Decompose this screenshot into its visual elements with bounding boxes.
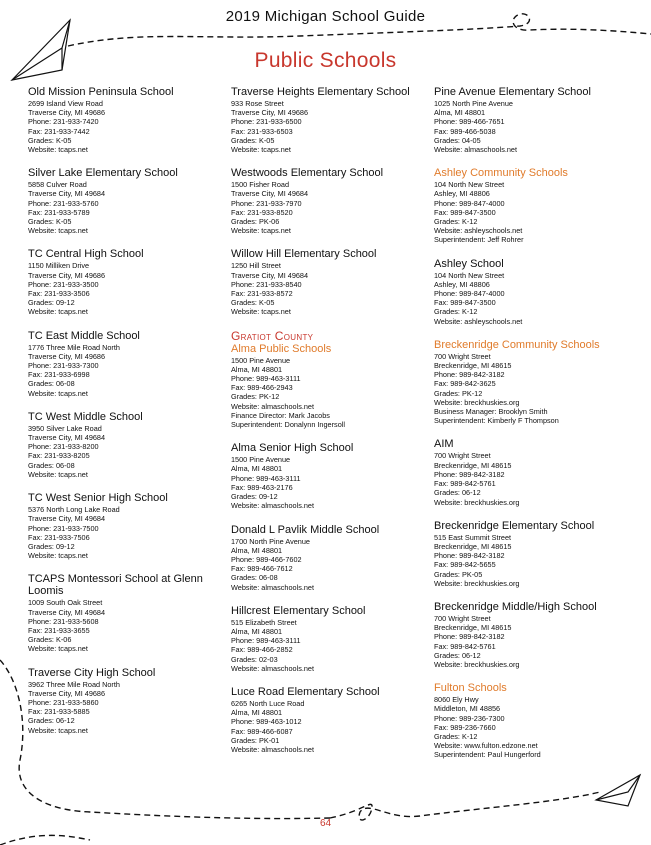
website-line: Website: tcaps.net [28, 226, 88, 236]
detail-line: Phone: 231-933-5860 [28, 697, 99, 707]
detail-line: 5376 North Long Lake Road [28, 505, 120, 515]
detail-line: Fax: 989-466-6087 [231, 726, 293, 736]
detail-line: Grades: K-05 [28, 217, 72, 227]
detail-line: Traverse City, MI 49684 [28, 514, 106, 524]
detail-line: 5858 Culver Road [28, 180, 87, 190]
detail-line: Fax: 231-933-5789 [28, 207, 90, 217]
detail-line: 3950 Silver Lake Road [28, 423, 102, 433]
detail-line: Grades: K-05 [231, 298, 275, 308]
district-name: Ashley Community Schools [434, 167, 568, 180]
detail-line: Fax: 989-463-2176 [231, 482, 293, 492]
detail-line: Grades: 06-08 [28, 460, 75, 470]
website-line: Website: ashleyschools.net [434, 226, 523, 236]
detail-line: Ashley, MI 48806 [434, 189, 490, 199]
school-entry [434, 520, 644, 588]
school-name: TC West Senior High School [28, 492, 168, 505]
detail-line: 104 North New Street [434, 180, 505, 190]
website-line: Website: tcaps.net [28, 388, 88, 398]
detail-line: 515 Elizabeth Street [231, 617, 297, 627]
detail-line: Traverse City, MI 49684 [231, 270, 309, 280]
detail-line: Superintendent: Paul Hungerford [434, 750, 541, 760]
detail-line: Ashley, MI 48806 [434, 279, 490, 289]
detail-line: Grades: 06-08 [231, 573, 278, 583]
detail-line: Middleton, MI 48856 [434, 704, 501, 714]
detail-line: Grades: 09-12 [231, 492, 278, 502]
detail-line: Alma, MI 48801 [231, 626, 283, 636]
detail-line: Phone: 989-463-1012 [231, 717, 302, 727]
detail-line: Traverse City, MI 49686 [28, 108, 106, 118]
school-entry [434, 682, 644, 759]
column-right [434, 86, 644, 773]
school-name: Breckenridge Elementary School [434, 519, 595, 532]
detail-line: Grades: K-12 [434, 217, 478, 227]
detail-line: Traverse City, MI 49684 [28, 189, 106, 199]
detail-line: Business Manager: Brooklyn Smith [434, 407, 548, 417]
school-name: TC East Middle School [28, 329, 140, 342]
detail-line: Phone: 231-933-8200 [28, 442, 99, 452]
school-name: Breckenridge Middle/High School [434, 600, 597, 613]
detail-line: 1500 Fisher Road [231, 180, 290, 190]
detail-line: Grades: K-05 [28, 135, 72, 145]
school-name: Silver Lake Elementary School [28, 167, 178, 180]
detail-line: Phone: 989-842-3182 [434, 469, 505, 479]
school-entry [28, 411, 228, 479]
detail-line: 1500 Pine Avenue [231, 355, 291, 365]
detail-line: Superintendent: Kimberly F Thompson [434, 416, 559, 426]
detail-line: Fax: 989-466-7612 [231, 564, 293, 574]
detail-line: Phone: 231-933-7300 [28, 361, 99, 371]
school-name: Luce Road Elementary School [231, 685, 380, 698]
detail-line: Fax: 989-466-2943 [231, 383, 293, 393]
detail-line: 8060 Ely Hwy [434, 695, 479, 705]
detail-line: Fax: 989-847-3500 [434, 207, 496, 217]
detail-line: 700 Wright Street [434, 451, 491, 461]
detail-line: Phone: 989-842-3182 [434, 632, 505, 642]
school-entry [231, 86, 431, 154]
school-name: TCAPS Montessori School at Glenn Loomis [28, 573, 203, 598]
detail-line: Fax: 231-933-5885 [28, 707, 90, 717]
school-entry [231, 524, 431, 592]
school-entry [28, 86, 228, 154]
website-line: Website: tcaps.net [28, 307, 88, 317]
detail-line: Phone: 231-933-7500 [28, 523, 99, 533]
district-name: Breckenridge Community Schools [434, 338, 600, 351]
school-entry [434, 438, 644, 506]
detail-line: Grades: K-12 [434, 307, 478, 317]
detail-line: Breckenridge, MI 48615 [434, 361, 512, 371]
website-line: Website: almaschools.net [231, 663, 315, 673]
detail-line: Phone: 231-933-7420 [28, 117, 99, 127]
detail-line: Grades: PK-01 [231, 735, 280, 745]
detail-line: 1776 Three Mile Road North [28, 342, 120, 352]
website-line: Website: www.fulton.edzone.net [434, 741, 538, 751]
guide-title: 2019 Michigan School Guide [225, 8, 426, 25]
website-line: Website: almaschools.net [231, 582, 315, 592]
detail-line: Fax: 231-933-8572 [231, 289, 293, 299]
school-entry [231, 167, 431, 235]
detail-line: Fax: 989-842-5655 [434, 560, 496, 570]
detail-line: Grades: K-12 [434, 731, 478, 741]
school-name: Willow Hill Elementary School [231, 248, 377, 261]
school-entry [28, 248, 228, 316]
website-line: Website: breckhuskies.org [434, 659, 520, 669]
school-entry [231, 605, 431, 673]
detail-line: Alma, MI 48801 [434, 108, 486, 118]
detail-line: Phone: 989-842-3182 [434, 551, 505, 561]
school-entry [434, 339, 644, 426]
detail-line: Alma, MI 48801 [231, 545, 283, 555]
district-name: Fulton Schools [434, 682, 507, 695]
detail-line: 6265 North Luce Road [231, 698, 305, 708]
website-line: Website: tcaps.net [28, 644, 88, 654]
website-line: Website: tcaps.net [231, 145, 291, 155]
school-name: Old Mission Peninsula School [28, 86, 174, 98]
detail-line: 2699 Island View Road [28, 99, 103, 108]
detail-line: Fax: 231-933-3506 [28, 289, 90, 299]
detail-line: Phone: 989-847-4000 [434, 289, 505, 299]
detail-line: Phone: 989-463-3111 [231, 374, 301, 384]
paper-plane-bottom-icon [596, 775, 640, 806]
detail-line: Traverse City, MI 49684 [28, 607, 106, 617]
school-name: Traverse City High School [28, 666, 156, 679]
section-title: Public Schools [254, 49, 397, 72]
school-entry [28, 573, 228, 653]
website-line: Website: ashleyschools.net [434, 316, 523, 326]
school-entry [434, 258, 644, 326]
website-line: Website: breckhuskies.org [434, 578, 520, 588]
detail-line: Phone: 231-933-5608 [28, 616, 99, 626]
detail-line: Fax: 231-933-7506 [28, 532, 90, 542]
school-name: AIM [434, 438, 454, 451]
school-name: Westwoods Elementary School [231, 167, 384, 180]
detail-line: Superintendent: Donalynn Ingersoll [231, 420, 345, 430]
column-left [28, 86, 228, 748]
detail-line: Fax: 231-933-6503 [231, 126, 293, 136]
website-line: Website: tcaps.net [28, 551, 88, 561]
detail-line: Fax: 989-466-5038 [434, 126, 496, 136]
detail-line: Alma, MI 48801 [231, 364, 283, 374]
detail-line: 1009 South Oak Street [28, 598, 103, 608]
detail-line: 1250 Hill Street [231, 261, 281, 271]
detail-line: Fax: 989-847-3500 [434, 298, 496, 308]
detail-line: Phone: 231-933-7970 [231, 198, 302, 208]
website-line: Website: tcaps.net [28, 469, 88, 479]
detail-line: Traverse City, MI 49686 [231, 108, 309, 118]
website-line: Website: breckhuskies.org [434, 497, 520, 507]
detail-line: Grades: K-06 [28, 635, 72, 645]
school-entry [434, 601, 644, 669]
website-line: Website: tcaps.net [28, 145, 88, 155]
detail-line: Fax: 231-933-8205 [28, 451, 90, 461]
detail-line: Fax: 989-466-2852 [231, 645, 293, 655]
school-name: Ashley School [434, 257, 504, 270]
detail-line: 1700 North Pine Avenue [231, 536, 310, 546]
detail-line: Grades: 06-08 [28, 379, 75, 389]
detail-line: Phone: 231-933-3500 [28, 279, 99, 289]
school-name: Hillcrest Elementary School [231, 604, 366, 617]
school-entry [231, 442, 431, 510]
detail-line: Grades: 06-12 [28, 716, 75, 726]
website-line: Website: almaschools.net [231, 401, 315, 411]
detail-line: 1025 North Pine Avenue [434, 99, 513, 108]
detail-line: Grades: 02-03 [231, 654, 278, 664]
detail-line: Breckenridge, MI 48615 [434, 460, 512, 470]
detail-line: Fax: 989-842-5761 [434, 641, 496, 651]
detail-line: Phone: 231-933-6500 [231, 117, 302, 127]
school-name: Traverse Heights Elementary School [231, 86, 410, 98]
school-entry [28, 167, 228, 235]
detail-line: 700 Wright Street [434, 613, 491, 623]
detail-line: Grades: K-05 [231, 135, 275, 145]
detail-line: Phone: 989-463-3111 [231, 636, 301, 646]
detail-line: Traverse City, MI 49684 [231, 189, 309, 199]
detail-line: 3962 Three Mile Road North [28, 679, 120, 689]
detail-line: Phone: 989-847-4000 [434, 198, 505, 208]
website-line: Website: tcaps.net [231, 307, 291, 317]
detail-line: Traverse City, MI 49686 [28, 688, 106, 698]
website-line: Website: tcaps.net [231, 226, 291, 236]
school-name: Donald L Pavlik Middle School [231, 523, 380, 536]
detail-line: Traverse City, MI 49686 [28, 270, 106, 280]
website-line: Website: breckhuskies.org [434, 397, 520, 407]
detail-line: Phone: 989-466-7651 [434, 117, 505, 127]
detail-line: Fax: 231-933-6998 [28, 370, 90, 380]
detail-line: Superintendent: Jeff Rohrer [434, 235, 524, 245]
detail-line: Grades: 06-12 [434, 488, 481, 498]
detail-line: Alma, MI 48801 [231, 464, 283, 474]
school-entry [28, 667, 228, 735]
detail-line: 933 Rose Street [231, 99, 284, 108]
detail-line: Breckenridge, MI 48615 [434, 623, 512, 633]
detail-line: Alma, MI 48801 [231, 708, 283, 718]
detail-line: 1500 Pine Avenue [231, 455, 291, 465]
district-name: Alma Public Schools [231, 342, 332, 355]
column-middle [231, 86, 431, 767]
detail-line: Phone: 989-463-3111 [231, 473, 301, 483]
detail-line: Grades: PK-06 [231, 217, 280, 227]
detail-line: Fax: 231-933-8520 [231, 207, 293, 217]
school-entry [28, 330, 228, 398]
detail-line: Finance Director: Mark Jacobs [231, 410, 330, 420]
detail-line: Phone: 231-933-5760 [28, 198, 99, 208]
school-entry [434, 86, 644, 154]
detail-line: Fax: 989-842-3625 [434, 379, 496, 389]
county-heading: Gratiot County [231, 328, 314, 343]
detail-line: Phone: 989-236-7300 [434, 713, 505, 723]
detail-line: 104 North New Street [434, 270, 505, 280]
school-name: TC West Middle School [28, 410, 143, 423]
school-name: Pine Avenue Elementary School [434, 86, 591, 98]
detail-line: Grades: PK-12 [434, 388, 483, 398]
detail-line: Grades: 09-12 [28, 298, 75, 308]
detail-line: Traverse City, MI 49684 [28, 433, 106, 443]
detail-line: Fax: 989-842-5761 [434, 479, 496, 489]
school-entry [28, 492, 228, 560]
detail-line: Fax: 989-236-7660 [434, 722, 496, 732]
detail-line: 700 Wright Street [434, 351, 491, 361]
school-name: TC Central High School [28, 248, 144, 261]
detail-line: Traverse City, MI 49686 [28, 351, 106, 361]
detail-line: Grades: PK-05 [434, 569, 483, 579]
school-entry [434, 167, 644, 244]
detail-line: Grades: 06-12 [434, 650, 481, 660]
detail-line: Phone: 989-466-7602 [231, 554, 302, 564]
page-number: 64 [319, 818, 332, 829]
website-line: Website: almaschools.net [231, 501, 315, 511]
detail-line: 515 East Summit Street [434, 532, 512, 542]
detail-line: Breckenridge, MI 48615 [434, 541, 512, 551]
school-name: Alma Senior High School [231, 442, 354, 455]
website-line: Website: almaschools.net [434, 145, 518, 155]
detail-line: Grades: 09-12 [28, 541, 75, 551]
detail-line: Grades: PK-12 [231, 392, 280, 402]
detail-line: Phone: 989-842-3182 [434, 370, 505, 380]
detail-line: Fax: 231-933-3655 [28, 625, 90, 635]
website-line: Website: almaschools.net [231, 744, 315, 754]
detail-line: Phone: 231-933-8540 [231, 279, 302, 289]
detail-line: 1150 Milliken Drive [28, 261, 90, 271]
school-entry [231, 330, 431, 430]
detail-line: Grades: 04-05 [434, 135, 481, 145]
school-entry [231, 686, 431, 754]
school-entry [231, 248, 431, 316]
detail-line: Fax: 231-933-7442 [28, 126, 90, 136]
website-line: Website: tcaps.net [28, 725, 88, 735]
